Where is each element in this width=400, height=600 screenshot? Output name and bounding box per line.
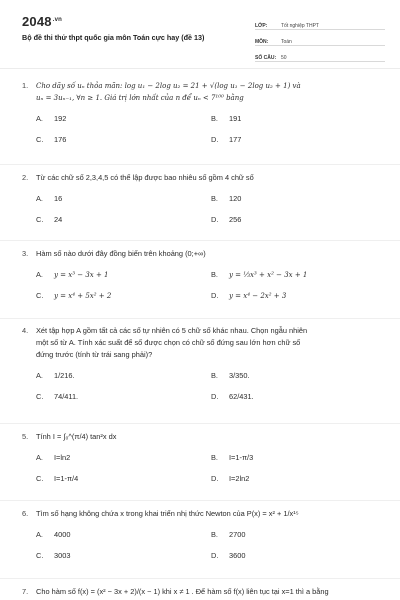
question-5 [22,431,382,484]
question-number: 2. [22,173,29,182]
meta-label: SỐ CÂU: [255,55,277,61]
option-d[interactable]: D. 62/431. [211,392,254,401]
question-text-line: Cho dãy số uₙ thỏa mãn: log u₁ − 2log u₂ = 21 + √(log u₁ − 2log u₂ + 1) và [36,82,301,90]
question-3 [22,248,382,301]
answer-options [22,270,382,301]
answer-options [22,530,382,561]
exam-meta [255,14,385,62]
question-4 [22,325,382,402]
question-text [36,80,382,104]
question-text: Tính I = ∫₀^(π/4) tan²x dx [36,432,117,441]
option-b[interactable]: B. 191 [211,114,242,123]
question-number: 7. [22,587,29,596]
option-d[interactable]: D. y = x⁴ − 2x² + 3 [211,291,287,300]
answer-options [22,194,382,225]
exam-title: Bộ đề thi thử thpt quốc gia môn Toán cực hay (đề 13) [22,33,205,42]
option-c[interactable]: C. 176 [36,135,67,144]
option-b[interactable]: B. I=1-π/3 [211,453,254,462]
meta-subject-row [255,30,385,46]
answer-options [22,114,382,145]
answer-options [22,371,382,402]
meta-value: 50 [281,55,287,61]
question-divider [0,240,400,241]
option-c[interactable]: C. 3003 [36,551,71,560]
question-divider [0,318,400,319]
question-number: 5. [22,432,29,441]
answer-options [22,453,382,484]
question-text-line: một số từ A. Tính xác suất để số được chọn có chữ số đứng sau lớn hơn chữ số [36,338,301,347]
option-a[interactable]: A. 4000 [36,530,71,539]
option-b[interactable]: B. y = ⅓x³ + x² − 3x + 1 [211,270,308,279]
question-divider [0,423,400,424]
question-text-line: đứng trước (tính từ trái sang phải)? [36,350,153,359]
question-7 [22,586,382,598]
question-number: 1. [22,81,29,90]
option-a[interactable]: A. 1/216. [36,371,75,380]
option-b[interactable]: B. 3/350. [211,371,250,380]
question-text-line: uₙ = 3uₙ₋₁, ∀n ≥ 1. Giá trị lớn nhất của n để uₙ < 7¹⁰⁰ bằng [36,94,244,102]
meta-value: Toán [281,39,292,45]
option-a[interactable]: A. I=ln2 [36,453,71,462]
option-a[interactable]: A. y = x³ − 3x + 1 [36,270,109,279]
question-text: Tìm số hạng không chứa x trong khai triển nhị thức Newton của P(x) = x² + 1/x¹⁵ [36,509,299,518]
option-d[interactable]: D. 256 [211,215,242,224]
question-1 [22,80,382,145]
question-divider [0,500,400,501]
option-d[interactable]: D. 3600 [211,551,246,560]
option-d[interactable]: D. 177 [211,135,242,144]
option-b[interactable]: B. 2700 [211,530,246,539]
question-2 [22,172,382,225]
site-logo[interactable]: $2048^{.vn}$ [22,14,63,29]
option-d[interactable]: D. I=2ln2 [211,474,250,483]
meta-count-row [255,46,385,62]
header-divider [0,68,400,69]
question-text-line: Xét tập hợp A gồm tất cả các số tự nhiên có 5 chữ số khác nhau. Chọn ngẫu nhiên [36,326,308,335]
question-number: 4. [22,326,29,335]
option-c[interactable]: C. I=1-π/4 [36,474,79,483]
option-a[interactable]: A. 16 [36,194,63,203]
question-divider [0,164,400,165]
option-c[interactable]: C. y = x⁴ + 5x² + 2 [36,291,112,300]
question-text [36,325,382,361]
meta-label: MÔN: [255,39,269,45]
page-header [0,0,400,64]
meta-label: LỚP: [255,23,268,29]
question-text: Hàm số nào dưới đây đồng biến trên khoảng (0;+∞) [36,249,206,258]
question-number: 3. [22,249,29,258]
question-6 [22,508,382,561]
option-c[interactable]: C. 24 [36,215,63,224]
meta-value: Tốt nghiệp THPT [281,23,319,29]
question-text: Cho hàm số f(x) = (x² − 3x + 2)/(x − 1) khi x ≠ 1 . Để hàm số f(x) liên tục tại x=1 thì a bằng [36,587,329,596]
question-divider [0,578,400,579]
question-text: Từ các chữ số 2,3,4,5 có thể lập được bao nhiêu số gồm 4 chữ số [36,173,254,182]
question-number: 6. [22,509,29,518]
option-a[interactable]: A. 192 [36,114,67,123]
meta-class-row [255,14,385,30]
option-b[interactable]: B. 120 [211,194,242,203]
option-c[interactable]: C. 74/411. [36,392,79,401]
